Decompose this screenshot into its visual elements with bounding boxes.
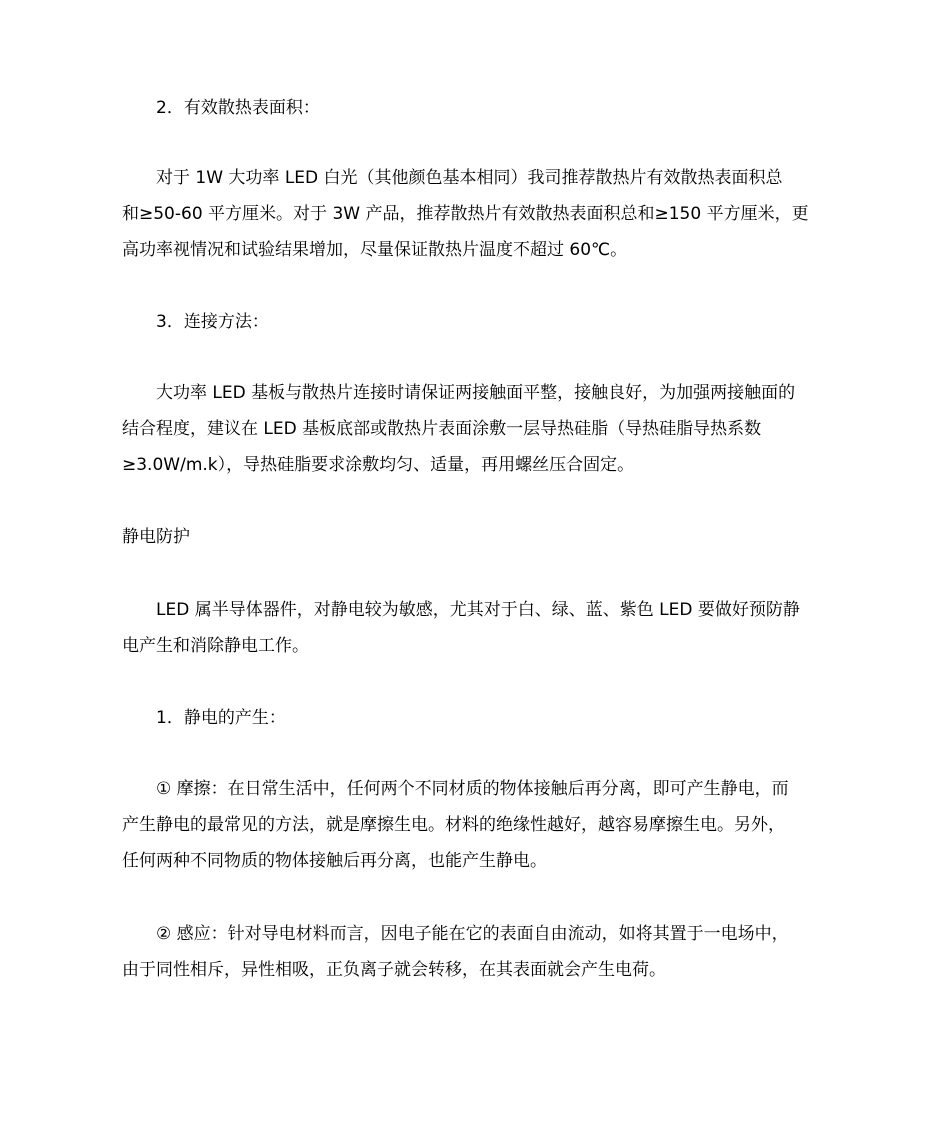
section-title-esd-protection: 静电防护 xyxy=(122,527,190,547)
paragraph-line: 和≥50-60 平方厘米。对于 3W 产品，推荐散热片有效散热表面积总和≥150 平方厘米，更 xyxy=(122,204,809,224)
paragraph-line: 大功率 LED 基板与散热片连接时请保证两接触面平整，接触良好，为加强两接触面的 xyxy=(156,383,796,403)
paragraph-line: ① 摩擦：在日常生活中，任何两个不同材质的物体接触后再分离，即可产生静电，而 xyxy=(156,779,789,799)
paragraph-line: 电产生和消除静电工作。 xyxy=(122,636,309,656)
paragraph-line: 对于 1W 大功率 LED 白光（其他颜色基本相同）我司推荐散热片有效散热表面积总 xyxy=(156,168,783,188)
paragraph-line: 由于同性相斥，异性相吸，正负离子就会转移，在其表面就会产生电荷。 xyxy=(122,960,666,980)
paragraph-line: LED 属半导体器件，对静电较为敏感，尤其对于白、绿、蓝、紫色 LED 要做好预防静 xyxy=(156,600,800,620)
paragraph-line: 高功率视情况和试验结果增加，尽量保证散热片温度不超过 60℃。 xyxy=(122,240,628,260)
heading-heat-dissipation-area: 2．有效散热表面积： xyxy=(156,98,320,118)
paragraph-line: ② 感应：针对导电材料而言，因电子能在它的表面自由流动，如将其置于一电场中， xyxy=(156,924,789,944)
heading-connection-method: 3．连接方法： xyxy=(156,312,269,332)
paragraph-line: 产生静电的最常见的方法，就是摩擦生电。材料的绝缘性越好，越容易摩擦生电。另外， xyxy=(122,815,785,835)
paragraph-line: ≥3.0W/m.k），导热硅脂要求涂敷均匀、适量，再用螺丝压合固定。 xyxy=(122,455,635,475)
paragraph-line: 任何两种不同物质的物体接触后再分离，也能产生静电。 xyxy=(122,851,547,871)
heading-static-generation: 1．静电的产生： xyxy=(156,708,286,728)
paragraph-line: 结合程度，建议在 LED 基板底部或散热片表面涂敷一层导热硅脂（导热硅脂导热系数 xyxy=(122,419,762,439)
